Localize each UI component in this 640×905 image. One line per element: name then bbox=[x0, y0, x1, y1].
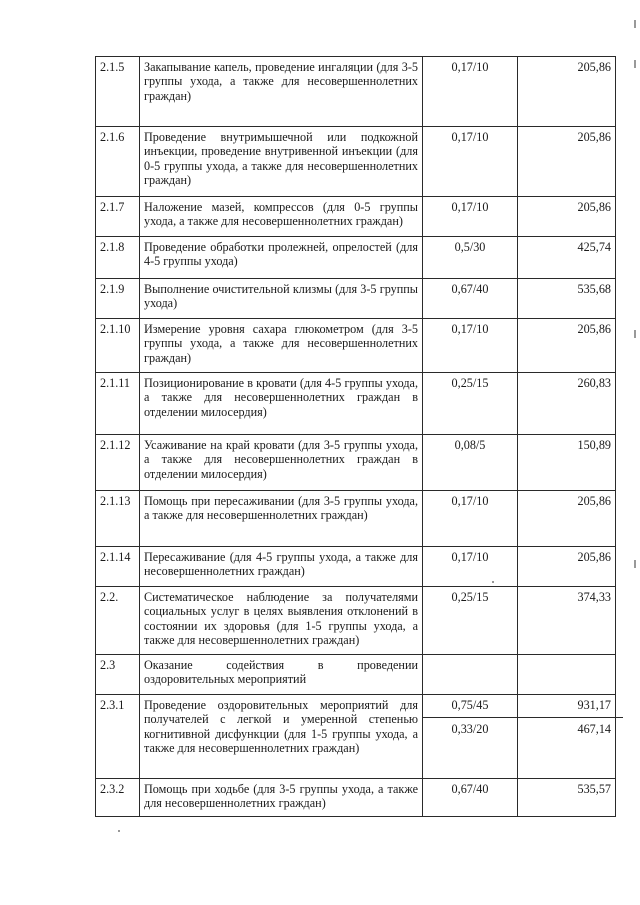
time-norm-cell: 0,17/10 bbox=[423, 197, 518, 237]
time-norm-cell: 0,25/15 bbox=[423, 587, 518, 655]
tariff-cell bbox=[518, 655, 616, 695]
table-row bbox=[96, 587, 616, 655]
time-norm-cell: 0,5/30 bbox=[423, 237, 518, 279]
time-norm-cell: 0,67/40 bbox=[423, 279, 518, 319]
service-description-cell: Помощь при пересаживании (для 3-5 группы ухода, а также для несовершеннолетних граждан) bbox=[140, 491, 423, 547]
tariff-cell: 150,89 bbox=[518, 435, 616, 491]
time-norm-cell: 0,17/10 bbox=[423, 127, 518, 197]
time-norm-value: 0,33/20 bbox=[423, 717, 517, 736]
scan-speck bbox=[118, 830, 120, 832]
service-description-cell: Проведение оздоровительных мероприятий для получателей с легкой и умеренной степенью когнитивной дисфункции (для 1-5 группы ухода, а также для несовершеннолетних граждан) bbox=[140, 695, 423, 779]
row-number-cell: 2.1.9 bbox=[96, 279, 140, 319]
table-row bbox=[96, 779, 616, 817]
table-row bbox=[96, 279, 616, 319]
row-number-cell: 2.1.5 bbox=[96, 57, 140, 127]
tariff-cell: 205,86 bbox=[518, 57, 616, 127]
tariff-cell: 205,86 bbox=[518, 197, 616, 237]
scan-edge-mark bbox=[634, 60, 636, 68]
table-row bbox=[96, 127, 616, 197]
table-row bbox=[96, 373, 616, 435]
table-row bbox=[96, 435, 616, 491]
tariff-cell: 205,86 bbox=[518, 127, 616, 197]
row-number-cell: 2.3.2 bbox=[96, 779, 140, 817]
service-description-cell: Проведение обработки пролежней, опрелостей (для 4-5 группы ухода) bbox=[140, 237, 423, 279]
tariff-value: 931,17 bbox=[577, 698, 611, 712]
time-norm-cell: 0,17/10 bbox=[423, 547, 518, 587]
service-description-cell: Закапывание капель, проведение ингаляции (для 3-5 группы ухода, а также для несовершеннолетних граждан) bbox=[140, 57, 423, 127]
table-row bbox=[96, 197, 616, 237]
tariff-cell: 205,86 bbox=[518, 547, 616, 587]
row-number-cell: 2.1.7 bbox=[96, 197, 140, 237]
service-description-cell: Пересаживание (для 4-5 группы ухода, а также для несовершеннолетних граждан) bbox=[140, 547, 423, 587]
time-norm-cell: 0,08/5 bbox=[423, 435, 518, 491]
row-number-cell: 2.1.13 bbox=[96, 491, 140, 547]
row-number-cell: 2.1.12 bbox=[96, 435, 140, 491]
service-description-cell: Измерение уровня сахара глюкометром (для 3-5 группы ухода, а также для несовершеннолетних граждан) bbox=[140, 319, 423, 373]
tariff-cell: 425,74 bbox=[518, 237, 616, 279]
service-description-cell: Наложение мазей, компрессов (для 0-5 группы ухода, а также для несовершеннолетних граждан) bbox=[140, 197, 423, 237]
service-description-cell: Проведение внутримышечной или подкожной инъекции, проведение внутривенной инъекции (для 0-5 группы ухода, а также для несовершеннолетних граждан) bbox=[140, 127, 423, 197]
time-norm-value: 0,75/45 bbox=[451, 698, 489, 712]
scan-edge-mark bbox=[634, 330, 636, 338]
table-row bbox=[96, 237, 616, 279]
service-description-cell: Оказание содействия в проведении оздоровительных мероприятий bbox=[140, 655, 423, 695]
time-norm-cell: 0,17/10 bbox=[423, 319, 518, 373]
table-row bbox=[96, 319, 616, 373]
tariff-cell: 205,86 bbox=[518, 491, 616, 547]
tariff-cell: 205,86 bbox=[518, 319, 616, 373]
row-number-cell: 2.1.6 bbox=[96, 127, 140, 197]
tariff-cell: 535,68 bbox=[518, 279, 616, 319]
services-table-body bbox=[96, 57, 616, 817]
row-number-cell: 2.1.11 bbox=[96, 373, 140, 435]
table-row bbox=[96, 695, 616, 779]
table-row bbox=[96, 655, 616, 695]
table-row bbox=[96, 57, 616, 127]
row-number-cell: 2.2. bbox=[96, 587, 140, 655]
time-norm-cell bbox=[423, 695, 518, 779]
tariff-value: 467,14 bbox=[518, 717, 623, 736]
scan-edge-mark bbox=[634, 560, 636, 568]
row-number-cell: 2.3 bbox=[96, 655, 140, 695]
services-table bbox=[95, 56, 616, 817]
service-description-cell: Систематическое наблюдение за получателями социальных услуг в целях выявления отклонений в состоянии их здоровья (для 1-5 группы ухода, а также для несовершеннолетних граждан) bbox=[140, 587, 423, 655]
table-row bbox=[96, 547, 616, 587]
row-number-cell: 2.1.10 bbox=[96, 319, 140, 373]
tariff-cell bbox=[518, 695, 616, 779]
row-number-cell: 2.1.14 bbox=[96, 547, 140, 587]
time-norm-cell: 0,67/40 bbox=[423, 779, 518, 817]
tariff-cell: 535,57 bbox=[518, 779, 616, 817]
service-description-cell: Усаживание на край кровати (для 3-5 группы ухода, а также для несовершеннолетних граждан в отделении милосердия) bbox=[140, 435, 423, 491]
time-norm-cell: 0,17/10 bbox=[423, 491, 518, 547]
scan-speck bbox=[492, 581, 494, 583]
service-description-cell: Помощь при ходьбе (для 3-5 группы ухода, а также для несовершеннолетних граждан) bbox=[140, 779, 423, 817]
tariff-cell: 374,33 bbox=[518, 587, 616, 655]
row-number-cell: 2.1.8 bbox=[96, 237, 140, 279]
time-norm-cell: 0,25/15 bbox=[423, 373, 518, 435]
time-norm-cell bbox=[423, 655, 518, 695]
row-number-cell: 2.3.1 bbox=[96, 695, 140, 779]
service-description-cell: Выполнение очистительной клизмы (для 3-5 группы ухода) bbox=[140, 279, 423, 319]
table-row bbox=[96, 491, 616, 547]
service-description-cell: Позиционирование в кровати (для 4-5 группы ухода, а также для несовершеннолетних граждан в отделении милосердия) bbox=[140, 373, 423, 435]
time-norm-cell: 0,17/10 bbox=[423, 57, 518, 127]
scan-edge-mark bbox=[634, 20, 636, 28]
tariff-cell: 260,83 bbox=[518, 373, 616, 435]
